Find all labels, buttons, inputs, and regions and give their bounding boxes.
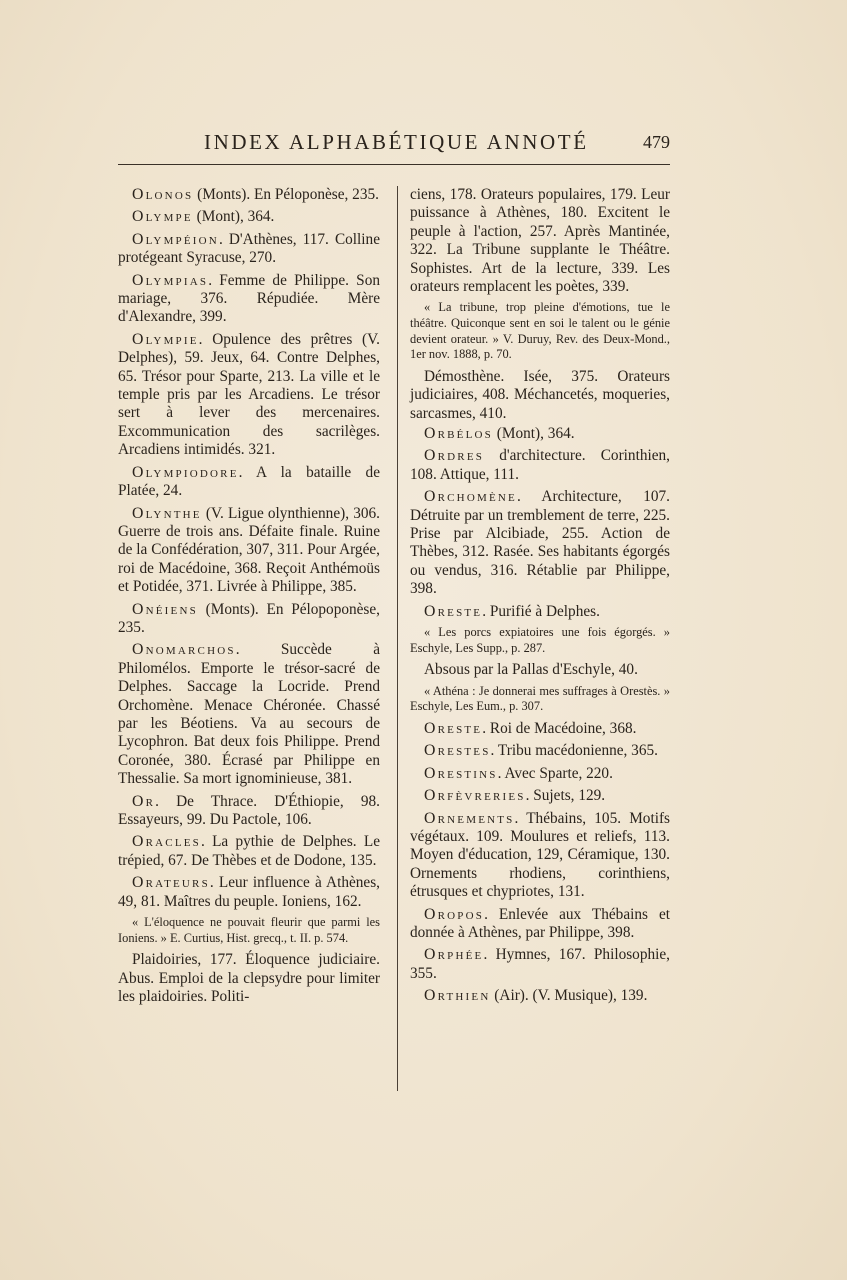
index-entry xyxy=(410,488,670,598)
entry-headword: Olympéion xyxy=(132,230,219,248)
quotation: « L'éloquence ne pouvait fleurir que parmi les Ioniens. » E. Curtius, Hist. grecq., t. II. p. 574. xyxy=(118,915,380,945)
entry-headword: Olympiodore xyxy=(132,463,239,481)
entry-headword: Oreste xyxy=(424,719,483,737)
index-entry xyxy=(118,601,380,638)
index-entry xyxy=(118,793,380,830)
index-entry xyxy=(410,720,670,738)
entry-headword: Orphée xyxy=(424,946,484,964)
index-entry xyxy=(410,742,670,760)
entry-text: . Purifié à Delphes. xyxy=(482,602,600,620)
entry-text: . Sujets, 129. xyxy=(525,787,606,805)
entry-text: d'architecture. Corinthien, 108. Attique, 111. xyxy=(410,447,670,483)
entry-continuation: Démosthène. Isée, 375. Orateurs judiciaires, 408. Méchancetés, moqueries, sarcasmes, 410. xyxy=(410,367,670,422)
entry-text: . La pythie de Delphes. Le trépied, 67. De Thèbes et de Dodone, 135. xyxy=(118,833,380,869)
column-divider xyxy=(397,186,398,1091)
index-entry xyxy=(410,946,670,983)
entry-text: . Roi de Macédoine, 368. xyxy=(482,719,637,737)
index-entry xyxy=(118,874,380,911)
entry-headword: Olympie xyxy=(132,330,199,348)
entry-headword: Orateurs xyxy=(132,874,210,892)
quotation: « Les porcs expiatoires une fois égorgés. » Eschyle, Les Supp., p. 287. xyxy=(410,625,670,655)
index-entry xyxy=(118,186,380,204)
entry-text: (Air). (V. Musique), 139. xyxy=(490,987,648,1005)
entry-continuation: Absous par la Pallas d'Eschyle, 40. xyxy=(424,661,638,679)
entry-text: (Monts). En Péloponèse, 235. xyxy=(193,186,379,203)
entry-headword: Olynthe xyxy=(132,504,202,522)
index-entry xyxy=(118,833,380,870)
entry-headword: Ordres xyxy=(424,447,485,465)
index-entry xyxy=(410,603,670,621)
entry-text: (Monts). En Pélopoponèse, 235. xyxy=(118,600,380,636)
index-entry xyxy=(410,425,670,443)
index-entry xyxy=(410,765,670,783)
index-entry xyxy=(410,810,670,902)
index-entry xyxy=(118,641,380,788)
entry-headword: Oreste xyxy=(424,602,483,620)
quotation: « La tribune, trop pleine d'émotions, tue le théâtre. Quiconque sent en soi le talent ou le génie devient orateur. » V. Duruy, Rev. des Deux-Mond., 1er nov. 1888, p. 70. xyxy=(410,300,670,362)
index-entry xyxy=(118,331,380,460)
index-entry xyxy=(118,464,380,501)
page-header xyxy=(118,130,670,164)
entry-headword: Onomarchos xyxy=(132,641,236,659)
entry-continuation: ciens, 178. Orateurs populaires, 179. Leur puissance à Athènes, 180. Excitent le peuple à l'action, 257. Après Mantinée, 322. La Tribune supplante le Théâtre. Sophistes. Art de la lecture, 339. Les orateurs remplacent les poètes, 339. xyxy=(410,186,670,296)
entry-headword: Or xyxy=(132,792,156,810)
quotation: « Athéna : Je donnerai mes suffrages à Orestès. » Eschyle, Les Eum., p. 307. xyxy=(410,683,670,714)
index-entry xyxy=(118,505,380,597)
entry-headword: Orchomène xyxy=(424,488,517,506)
entry-headword: Olonos xyxy=(132,186,194,203)
entry-headword: Olympe xyxy=(132,208,193,226)
index-entry xyxy=(410,906,670,943)
entry-text: . Enlevée aux Thébains et donnée à Athènes, par Philippe, 398. xyxy=(410,905,670,941)
entry-headword: Oracles xyxy=(132,833,201,851)
entry-text: . Architecture, 107. Détruite par un tremblement de terre, 225. Prise par Alcibiade, 255. Action de Thèbes, 312. Rasée. Ses habitants égorgés ou vendus, 316. Rétablie par Philippe, 398. xyxy=(410,488,670,598)
index-entry xyxy=(118,272,380,327)
page-number: 479 xyxy=(643,132,670,152)
entry-text: . Hymnes, 167. Philosophie, 355. xyxy=(410,946,670,982)
index-column-right xyxy=(410,186,670,1010)
entry-headword: Orbélos xyxy=(424,425,493,443)
entry-text: . D'Athènes, 117. Colline protégeant Syracuse, 270. xyxy=(118,230,380,267)
entry-text: . Thébains, 105. Motifs végétaux. 109. Moulures et reliefs, 113. Moyen d'éducation, 129, Céramique, 130. Ornements rhodiens, corinthiens, étrusques et chypriotes, 131. xyxy=(410,809,670,901)
entry-headword: Olympias xyxy=(132,271,209,289)
entry-headword: Orthien xyxy=(424,987,491,1005)
index-column-left xyxy=(118,186,380,1008)
entry-headword: Orfèvreries xyxy=(424,787,526,805)
entry-text: . A la bataille de Platée, 24. xyxy=(118,463,380,500)
entry-text: . Avec Sparte, 220. xyxy=(497,764,613,782)
entry-text: (V. Ligue olynthienne), 306. Guerre de trois ans. Défaite finale. Ruine de la Confédération, 307, 311. Pour Argée, roi de Macédoine, 368. Reçoit Anthémoüs et Potidée, 371. Livrée à Philippe, 385. xyxy=(118,504,380,596)
index-entry xyxy=(410,447,670,484)
entry-headword: Onéiens xyxy=(132,600,198,618)
entry-text: . Tribu macédonienne, 365. xyxy=(490,742,658,760)
index-entry xyxy=(410,787,670,805)
index-entry xyxy=(410,987,670,1005)
entry-text: . Femme de Philippe. Son mariage, 376. Répudiée. Mère d'Alexandre, 399. xyxy=(118,271,380,326)
header-rule xyxy=(118,164,670,165)
entry-text: (Mont), 364. xyxy=(492,425,575,443)
index-entry xyxy=(118,208,380,226)
entry-headword: Oropos xyxy=(424,905,485,923)
entry-headword: Ornements xyxy=(424,809,515,827)
entry-text: . De Thrace. D'Éthiopie, 98. Essayeurs, 99. Du Pactole, 106. xyxy=(118,792,380,828)
entry-text: . Succède à Philomélos. Emporte le trésor-sacré de Delphes. Saccage la Locride. Prend Orchomène. Menace Chéronée. Chassé par les Béotiens. Va au secours de Lycophron. Bat deux fois Philippe. Prend Coronée, 380. Écrasé par Philippe en Thessalie. Sa mort ignominieuse, 381. xyxy=(118,641,380,788)
running-title: INDEX ALPHABÉTIQUE ANNOTÉ xyxy=(204,130,589,154)
index-entry xyxy=(118,231,380,268)
entry-text: (Mont), 364. xyxy=(192,208,275,226)
entry-text: . Leur influence à Athènes, 49, 81. Maîtres du peuple. Ioniens, 162. xyxy=(118,874,380,910)
entry-text: . Opulence des prêtres (V. Delphes), 59. Jeux, 64. Contre Delphes, 65. Trésor pour Sparte, 213. La ville et le temple pris par les Arcadiens. Le trésor sert à lever des mercenaires. Excommunication des sacrilèges. Arcadiens intimidés. 321. xyxy=(118,330,380,459)
entry-headword: Orestes xyxy=(424,742,491,760)
entry-continuation: Plaidoiries, 177. Éloquence judiciaire. Abus. Emploi de la clepsydre pour limiter les plaidoiries. Politi- xyxy=(118,951,380,1006)
entry-headword: Orestins xyxy=(424,764,498,782)
